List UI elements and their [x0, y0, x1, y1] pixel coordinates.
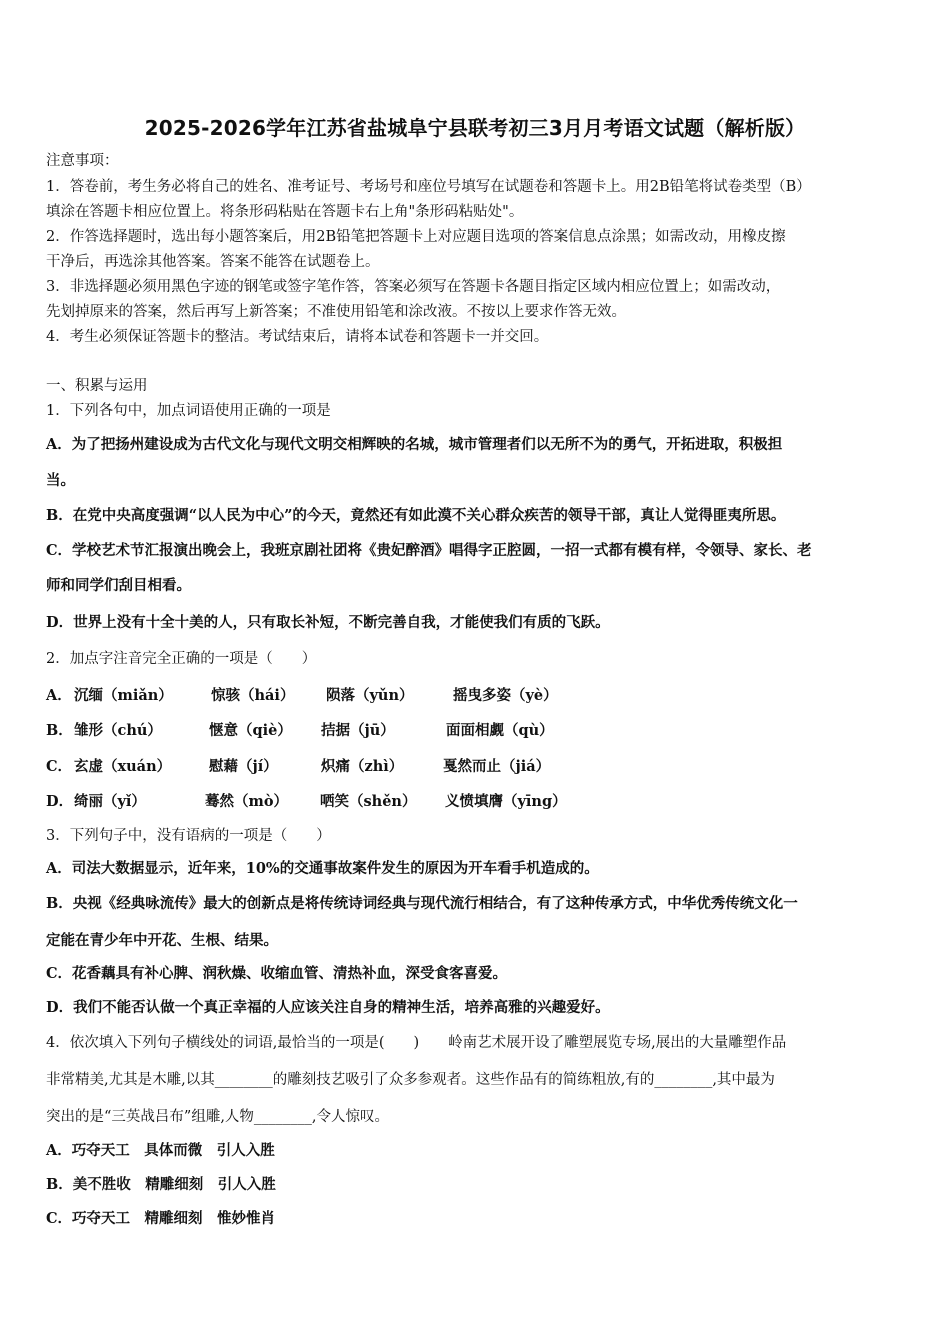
question-3-stem: 3．下列句子中，没有语病的一项是（ ）: [46, 828, 331, 844]
q3-option-b-cont: 定能在青少年中开花、生根、结果。: [46, 932, 278, 949]
q2-option-item: 义愤填膺（yīng）: [445, 793, 567, 810]
q3-option-d: D．我们不能否认做一个真正幸福的人应该关注自身的精神生活，培养高雅的兴趣爱好。: [46, 999, 610, 1016]
q1-option-a: A．为了把扬州建设成为古代文化与现代文明交相辉映的名城，城市管理者们以无所不为的勇气，开拓进取，积极担: [46, 436, 783, 453]
notice-line: 干净后，再选涂其他答案。答案不能答在试题卷上。: [46, 254, 380, 270]
section-heading: 一、积累与运用: [46, 378, 148, 394]
q1-option-c: C．学校艺术节汇报演出晚会上，我班京剧社团将《贵妃醉酒》唱得字正腔圆，一招一式都有模有样，令领导、家长、老: [46, 542, 812, 559]
q1-option-d: D．世界上没有十全十美的人，只有取长补短，不断完善自我，才能使我们有质的飞跃。: [46, 614, 610, 631]
q4-option-a: A．巧夺天工 具体而微 引人入胜: [46, 1142, 275, 1159]
notice-line: 先划掉原来的答案，然后再写上新答案；不准使用铅笔和涂改液。不按以上要求作答无效。: [46, 304, 626, 320]
page-title: 2025-2026学年江苏省盐城阜宁县联考初三3月月考语文试题（解析版）: [144, 116, 806, 140]
q2-option-item: 戛然而止（jiá）: [443, 758, 551, 775]
q3-option-a: A．司法大数据显示，近年来，10%的交通事故案件发生的原因为开车看手机造成的。: [46, 860, 599, 877]
notice-line: 3．非选择题必须用黑色字迹的钢笔或签字笔作答，答案必须写在答题卡各题目指定区域内相应位置上；如需改动，: [46, 279, 781, 295]
question-4-stem-cont: 突出的是“三英战吕布”组雕,人物________,令人惊叹。: [46, 1109, 390, 1125]
q2-option-item: 绮丽（yǐ）: [74, 793, 146, 810]
notice-line: 填涂在答题卡相应位置上。将条形码粘贴在答题卡右上角"条形码粘贴处"。: [46, 204, 524, 220]
notice-line: 4．考生必须保证答题卡的整洁。考试结束后，请将本试卷和答题卡一并交回。: [46, 329, 549, 345]
q4-option-b: B．美不胜收 精雕细刻 引人入胜: [46, 1176, 276, 1193]
q2-option-item: 蓦然（mò）: [205, 793, 289, 810]
q2-option-label: C．: [46, 758, 73, 775]
q1-option-a-cont: 当。: [46, 472, 75, 489]
q2-option-label: A．: [46, 687, 72, 704]
q2-option-item: 沉缅（miǎn）: [74, 687, 173, 704]
question-1-stem: 1．下列各句中，加点词语使用正确的一项是: [46, 403, 331, 419]
question-2-stem: 2．加点字注音完全正确的一项是（ ）: [46, 651, 317, 667]
q2-option-item: 慰藉（jí）: [209, 758, 278, 775]
q2-option-item: 哂笑（shěn）: [320, 793, 417, 810]
q2-option-item: 炽痛（zhì）: [321, 758, 404, 775]
q2-option-item: 玄虚（xuán）: [74, 758, 172, 775]
notice-heading: 注意事项：: [46, 153, 119, 169]
question-4-stem: 4．依次填入下列句子横线处的词语,最恰当的一项是( ) 岭南艺术展开设了雕塑展览专场,展出的大量雕塑作品: [46, 1035, 787, 1051]
q2-option-label: D．: [46, 793, 74, 810]
notice-line: 1．答卷前，考生务必将自己的姓名、准考证号、考场号和座位号填写在试题卷和答题卡上。用2B铅笔将试卷类型（B）: [46, 179, 811, 195]
notice-line: 2．作答选择题时，选出每小题答案后，用2B铅笔把答题卡上对应题目选项的答案信息点涂黑；如需改动，用橡皮擦: [46, 229, 786, 245]
q3-option-b: B．央视《经典咏流传》最大的创新点是将传统诗词经典与现代流行相结合，有了这种传承方式，中华优秀传统文化一: [46, 895, 798, 912]
q1-option-c-cont: 师和同学们刮目相看。: [46, 577, 191, 594]
q2-option-item: 拮据（jū）: [321, 722, 395, 739]
q2-option-item: 摇曳多姿（yè）: [453, 687, 558, 704]
q2-option-label: B．: [46, 722, 73, 739]
q2-option-item: 陨落（yǔn）: [326, 687, 414, 704]
q3-option-c: C．花香藕具有补心脾、润秋燥、收缩血管、清热补血，深受食客喜爱。: [46, 965, 508, 982]
q2-option-item: 惊骇（hái）: [211, 687, 295, 704]
q4-option-c: C．巧夺天工 精雕细刻 惟妙惟肖: [46, 1210, 276, 1227]
q2-option-item: 惬意（qiè）: [209, 722, 292, 739]
question-4-stem-cont: 非常精美,尤其是木雕,以其________的雕刻技艺吸引了众多参观者。这些作品有的简练粗放,有的________,其中最为: [46, 1072, 775, 1088]
q1-option-b: B．在党中央高度强调“以人民为中心”的今天，竟然还有如此漠不关心群众疾苦的领导干部，真让人觉得匪夷所思。: [46, 507, 786, 524]
q2-option-item: 面面相觑（qù）: [446, 722, 554, 739]
q2-option-item: 雏形（chú）: [74, 722, 162, 739]
